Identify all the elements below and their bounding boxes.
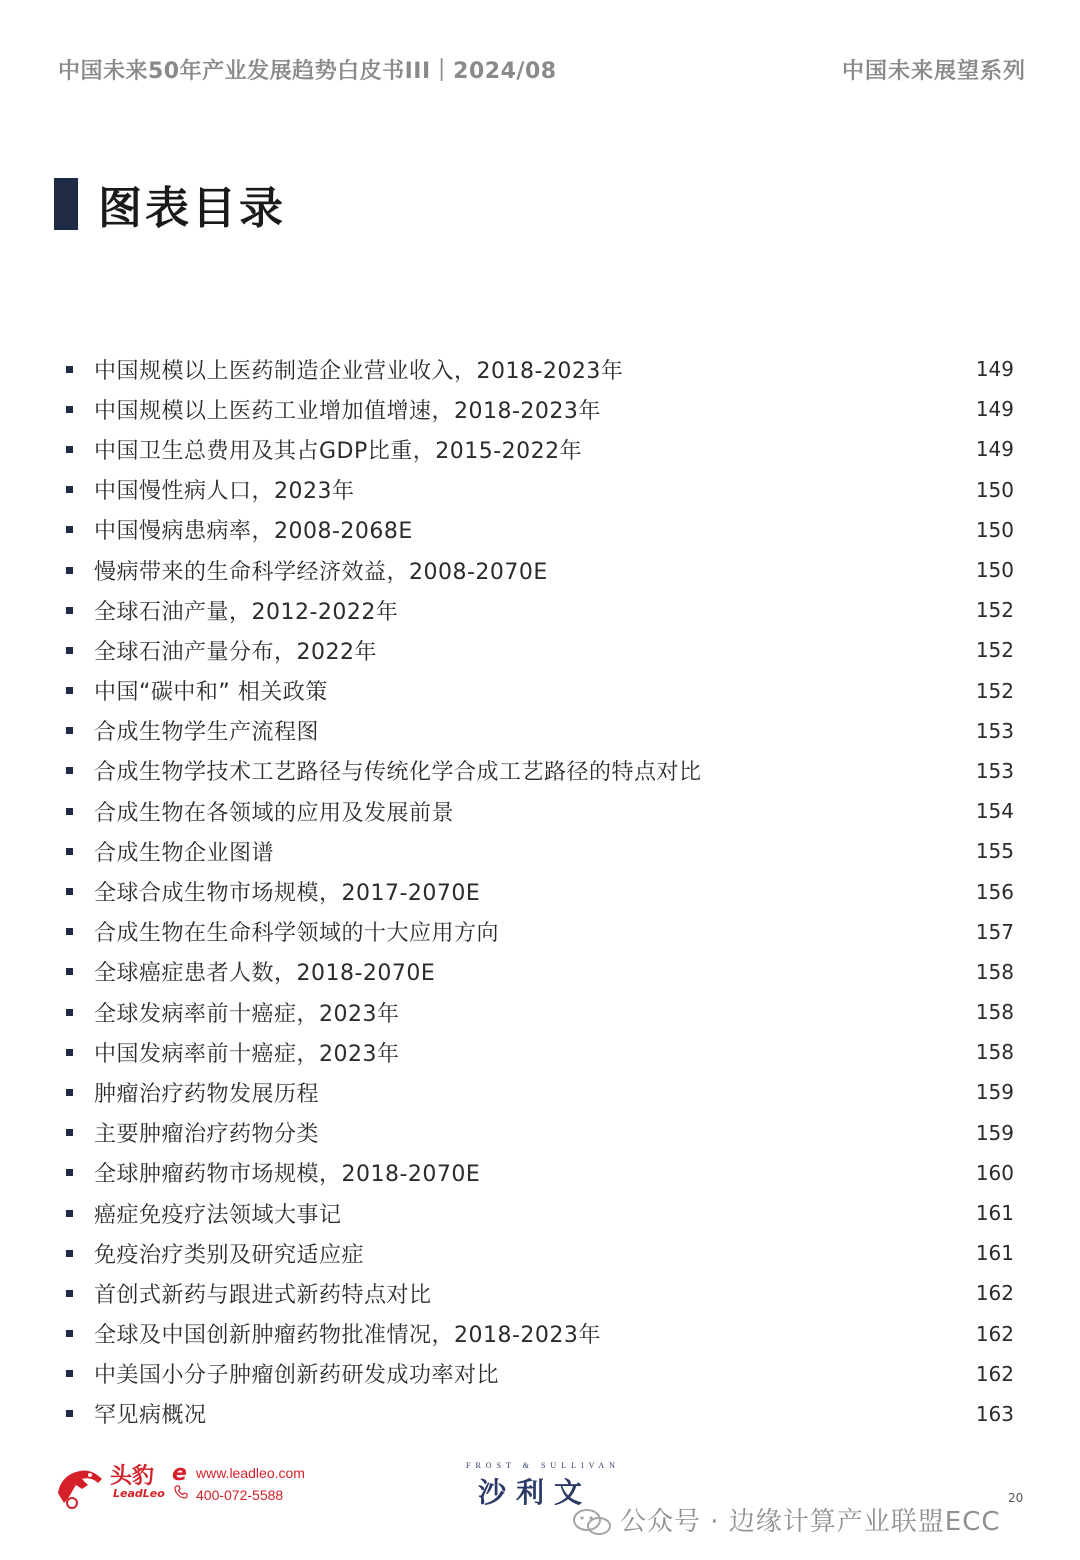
- toc-item-page: 149: [975, 437, 1014, 462]
- bullet-icon: [66, 406, 73, 413]
- frost-sullivan-en-logo: FROST & SULLIVAN: [466, 1461, 620, 1470]
- toc-item-label: 中国“碳中和” 相关政策: [94, 680, 328, 706]
- toc-item-label: 免疫治疗类别及研究适应症: [94, 1242, 365, 1268]
- toc-list: [66, 349, 1014, 1434]
- toc-item[interactable]: [66, 1153, 1014, 1193]
- toc-item-page: 152: [975, 678, 1014, 703]
- toc-item[interactable]: [66, 550, 1014, 590]
- wechat-icon: [572, 1507, 612, 1537]
- toc-item-label: 全球肿瘤药物市场规模，2018-2070E: [94, 1162, 481, 1188]
- page-number: 20: [1008, 1491, 1024, 1505]
- toc-item-page: 149: [975, 357, 1014, 382]
- toc-item[interactable]: [66, 711, 1014, 751]
- header-report-title: 中国未来50年产业发展趋势白皮书III｜2024/08: [58, 59, 557, 84]
- toc-item[interactable]: [66, 1032, 1014, 1072]
- toc-item[interactable]: [66, 389, 1014, 429]
- toc-item-label: 中国规模以上医药工业增加值增速，2018-2023年: [94, 398, 601, 424]
- bullet-icon: [66, 1129, 73, 1136]
- toc-item-label: 合成生物学技术工艺路径与传统化学合成工艺路径的特点对比: [94, 760, 702, 786]
- toc-item-label: 癌症免疫疗法领域大事记: [94, 1202, 342, 1228]
- bullet-icon: [66, 1009, 73, 1016]
- bullet-icon: [66, 1290, 73, 1297]
- frost-sullivan-cn-logo: 沙利文: [478, 1476, 593, 1509]
- bullet-icon: [66, 526, 73, 533]
- watermark-text: 公众号 · 边缘计算产业联盟ECC: [620, 1507, 1001, 1537]
- toc-item-label: 中国规模以上医药制造企业营业收入，2018-2023年: [94, 358, 624, 384]
- toc-item-label: 首创式新药与跟进式新药特点对比: [94, 1282, 432, 1308]
- bullet-icon: [66, 687, 73, 694]
- toc-item-label: 主要肿瘤治疗药物分类: [94, 1122, 320, 1148]
- web-e-icon: e: [172, 1461, 187, 1486]
- toc-item[interactable]: [66, 470, 1014, 510]
- toc-item[interactable]: [66, 1113, 1014, 1153]
- toc-item-label: 罕见病概况: [94, 1403, 207, 1429]
- page-title: 图表目录: [98, 183, 286, 234]
- leadleo-brand-sub: LeadLeo: [113, 1487, 165, 1500]
- toc-item[interactable]: [66, 1273, 1014, 1313]
- toc-item[interactable]: [66, 751, 1014, 791]
- toc-item-label: 合成生物企业图谱: [94, 840, 275, 866]
- toc-item[interactable]: [66, 871, 1014, 911]
- toc-item[interactable]: [66, 1354, 1014, 1394]
- toc-item-label: 合成生物学生产流程图: [94, 720, 320, 746]
- header-series-name: 中国未来展望系列: [841, 59, 1026, 84]
- toc-item-page: 153: [975, 718, 1014, 743]
- bullet-icon: [66, 607, 73, 614]
- toc-item-label: 中国发病率前十癌症，2023年: [94, 1041, 400, 1067]
- title-accent-bar: [54, 178, 78, 230]
- toc-item-label: 全球发病率前十癌症，2023年: [94, 1001, 400, 1027]
- toc-item-page: 157: [975, 919, 1014, 944]
- toc-item[interactable]: [66, 630, 1014, 670]
- website-link[interactable]: www.leadleo.com: [196, 1465, 305, 1481]
- toc-item-page: 150: [975, 477, 1014, 502]
- toc-item[interactable]: [66, 1233, 1014, 1273]
- bullet-icon: [66, 848, 73, 855]
- leadleo-brand-name: 头豹: [110, 1464, 155, 1489]
- toc-item-label: 全球石油产量，2012-2022年: [94, 599, 399, 625]
- toc-item-label: 中国卫生总费用及其占GDP比重，2015-2022年: [94, 438, 583, 464]
- toc-item-page: 158: [975, 1040, 1014, 1065]
- bullet-icon: [66, 486, 73, 493]
- toc-item[interactable]: [66, 831, 1014, 871]
- footer: [0, 1455, 1080, 1560]
- toc-item-label: 慢病带来的生命科学经济效益，2008-2070E: [94, 559, 548, 585]
- toc-item-page: 160: [975, 1160, 1014, 1185]
- toc-item-page: 159: [975, 1120, 1014, 1145]
- toc-item-page: 161: [975, 1241, 1014, 1266]
- toc-item-page: 162: [975, 1361, 1014, 1386]
- bullet-icon: [66, 767, 73, 774]
- toc-item-page: 154: [975, 799, 1014, 824]
- bullet-icon: [66, 888, 73, 895]
- toc-item-page: 158: [975, 959, 1014, 984]
- toc-item-page: 163: [975, 1401, 1014, 1426]
- bullet-icon: [66, 968, 73, 975]
- toc-item-page: 162: [975, 1281, 1014, 1306]
- toc-item-page: 155: [975, 839, 1014, 864]
- bullet-icon: [66, 928, 73, 935]
- bullet-icon: [66, 727, 73, 734]
- bullet-icon: [66, 1330, 73, 1337]
- bullet-icon: [66, 1370, 73, 1377]
- bullet-icon: [66, 567, 73, 574]
- toc-item[interactable]: [66, 791, 1014, 831]
- toc-item-label: 合成生物在各领域的应用及发展前景: [94, 800, 455, 826]
- toc-item-label: 中国慢病患病率，2008-2068E: [94, 519, 413, 545]
- bullet-icon: [66, 1210, 73, 1217]
- bullet-icon: [66, 647, 73, 654]
- toc-item[interactable]: [66, 952, 1014, 992]
- toc-item[interactable]: [66, 1394, 1014, 1434]
- phone-number: 400-072-5588: [196, 1487, 284, 1503]
- toc-item[interactable]: [66, 671, 1014, 711]
- toc-item[interactable]: [66, 510, 1014, 550]
- phone-icon: [174, 1485, 188, 1499]
- bullet-icon: [66, 1049, 73, 1056]
- bullet-icon: [66, 1089, 73, 1096]
- toc-item-page: 152: [975, 638, 1014, 663]
- toc-item-page: 153: [975, 758, 1014, 783]
- bullet-icon: [66, 1169, 73, 1176]
- toc-item[interactable]: [66, 912, 1014, 952]
- toc-item-label: 合成生物在生命科学领域的十大应用方向: [94, 921, 500, 947]
- toc-item[interactable]: [66, 992, 1014, 1032]
- toc-item-label: 肿瘤治疗药物发展历程: [94, 1081, 320, 1107]
- toc-item-label: 中国慢性病人口，2023年: [94, 479, 355, 505]
- toc-item-page: 159: [975, 1080, 1014, 1105]
- toc-item-page: 158: [975, 1000, 1014, 1025]
- toc-item-label: 全球合成生物市场规模，2017-2070E: [94, 881, 481, 907]
- toc-item[interactable]: [66, 349, 1014, 389]
- bullet-icon: [66, 366, 73, 373]
- toc-item-label: 全球及中国创新肿瘤药物批准情况，2018-2023年: [94, 1323, 601, 1349]
- bullet-icon: [66, 1250, 73, 1257]
- toc-item-page: 161: [975, 1201, 1014, 1226]
- toc-item-label: 全球癌症患者人数，2018-2070E: [94, 961, 436, 987]
- bullet-icon: [66, 808, 73, 815]
- toc-item-page: 162: [975, 1321, 1014, 1346]
- toc-item-page: 149: [975, 397, 1014, 422]
- toc-item[interactable]: [66, 429, 1014, 469]
- toc-item-page: 152: [975, 598, 1014, 623]
- toc-item-page: 156: [975, 879, 1014, 904]
- bullet-icon: [66, 446, 73, 453]
- toc-item-page: 150: [975, 558, 1014, 583]
- toc-item[interactable]: [66, 1314, 1014, 1354]
- leopard-logo-icon: [54, 1463, 106, 1509]
- toc-item[interactable]: [66, 590, 1014, 630]
- toc-item[interactable]: [66, 1193, 1014, 1233]
- toc-item-label: 中美国小分子肿瘤创新药研发成功率对比: [94, 1363, 500, 1389]
- toc-item[interactable]: [66, 1072, 1014, 1112]
- bullet-icon: [66, 1410, 73, 1417]
- toc-item-label: 全球石油产量分布，2022年: [94, 639, 377, 665]
- toc-item-page: 150: [975, 517, 1014, 542]
